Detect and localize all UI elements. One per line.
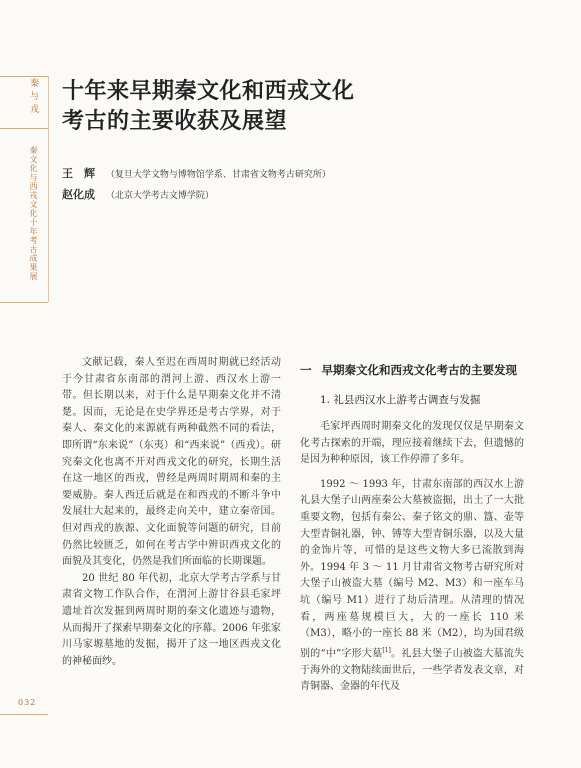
paragraph: 文献记载，秦人至迟在西周时期就已经活动于今甘肃省东南部的渭河上游、西汉水上游一带。但长期以来，对于什么是早期秦文化并不清楚。因而，无论是在史学界还是考古学界，对于秦人、秦文化的来源就有两种截然不同的看法，即所谓“东来说”（东夷）和“西来说”（西戎）。研究秦文化也离不开对西戎文化的研究，长期生活在这一地区的西戎，曾经是两周时期周和秦的主要威胁。秦人西迁后就是在和西戎的不断斗争中发展壮大起来的，最终走向关中，建立秦帝国。但对西戎的族源、文化面貌等问题的研究，目前仍然比较匮乏，如何在考古学中辨识西戎文化的面貌及其变化，仍然是我们所面临的长期课题。 [62, 357, 281, 568]
sidebar-divider [0, 128, 48, 129]
paragraph-text: 1992 ～ 1993 年，甘肃东南部的西汉水上游礼县大堡子山两座秦公大墓被盗掘，出土了一大批重要文物，包括有秦公、秦子铭文的鼎、簋、壶等大型青铜礼器，钟、镈等大型青铜乐器，以及大量的金饰片等，可惜的是这些文物大多已流散到海外。1994 年 3 ～ 11 月甘肃省文物考古研究所对大堡子山被盗大墓（编号 M2、M3）和一座车马坑（编号 M1）进行了劫后清理。从清理的情况看，两座墓规模巨大，大的一座长 110 米（M3），略小的一座长 88 米（M2），均为国君级别的“中”字形大墓 [300, 478, 524, 660]
author-name: 赵化成 [62, 188, 95, 201]
right-column [300, 362, 524, 696]
page-number: 032 [18, 698, 37, 707]
subsection-heading: 1. 礼县西汉水上游考古调查与发掘 [320, 394, 481, 406]
sidebar-section-label: 秦与戎 [28, 78, 38, 117]
paragraph: 毛家坪西周时期秦文化的发现仅仅是早期秦文化考古探索的开端，理应接着继续下去，但遗憾的是因为种种原因，该工作停滞了多年。 [300, 421, 524, 466]
paragraph [300, 477, 524, 696]
author-affiliation: （北京大学考古文博学院） [105, 191, 214, 201]
page-number-rule [0, 714, 48, 715]
author-name: 王 辉 [62, 167, 95, 180]
section-heading [300, 362, 524, 378]
section-title: 早期秦文化和西戎文化考古的主要发现 [321, 363, 517, 377]
title-line-1: 十年来早期秦文化和西戎文化 [62, 78, 355, 104]
sidebar-article-title: 秦文化与西戎文化十年考古成果展 [29, 146, 38, 281]
footnote-ref[interactable]: [1] [382, 646, 391, 654]
paragraph: 20 世纪 80 年代初，北京大学考古学系与甘肃省文物工作队合作，在渭河上游甘谷县毛家坪遗址首次发掘到两周时期的秦文化遗迹与遗物，从而揭开了探索早期秦文化的序幕。2006 年张家川马家塬墓地的发掘，揭开了这一地区西戎文化的神秘面纱。 [62, 572, 281, 667]
article-title [62, 76, 402, 136]
author-affiliation: （复旦大学文物与博物馆学系、甘肃省文物考古研究所） [105, 170, 331, 180]
left-column [62, 355, 281, 670]
section-number: 一 [300, 363, 312, 377]
title-line-2: 考古的主要收获及展望 [62, 108, 288, 134]
sidebar [0, 76, 48, 302]
sidebar-vertical-rule [48, 76, 49, 302]
author-1 [62, 165, 331, 181]
sidebar-bottom-rule [0, 302, 48, 303]
paragraph-text: 。礼县大堡子山被盗大墓流失于海外的文物陆续面世后，一些学者发表文章，对青铜器、金器的年代及 [300, 648, 525, 693]
author-2 [62, 186, 214, 202]
